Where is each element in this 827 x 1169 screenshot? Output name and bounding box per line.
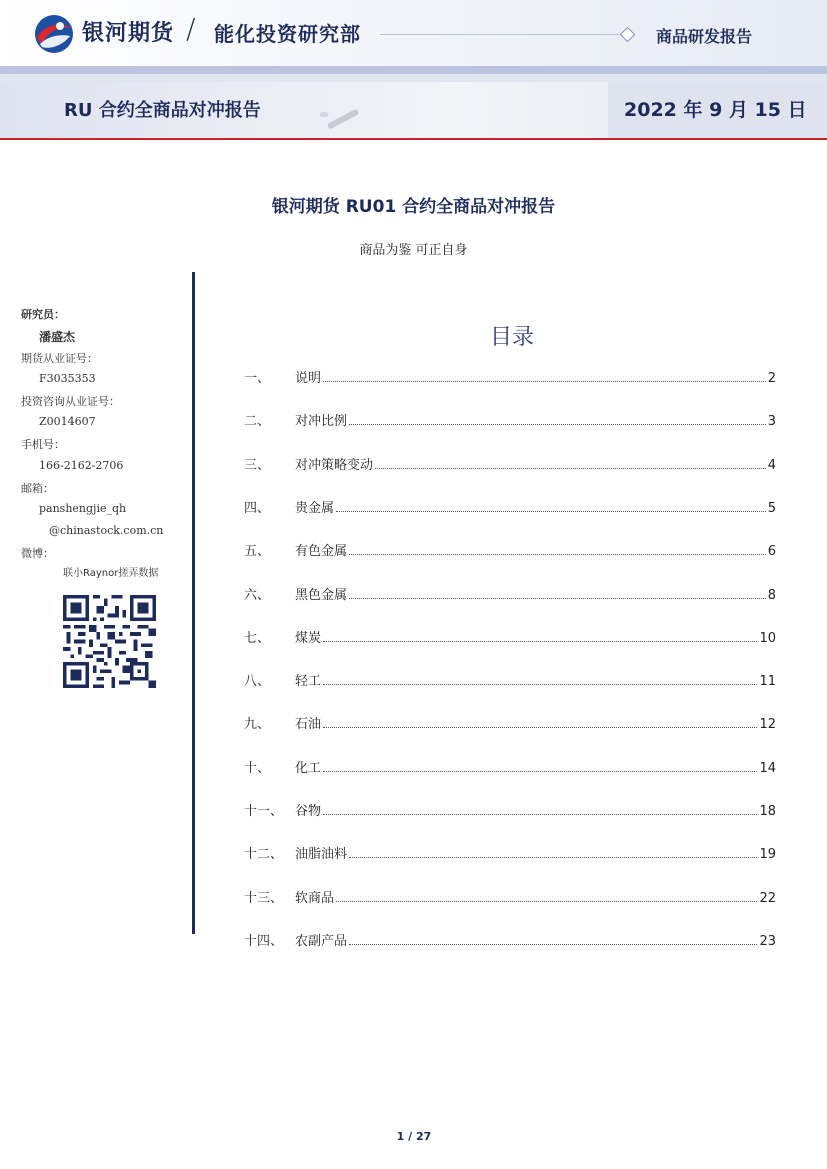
weibo-handle: 联小Raynor搓弄数据 — [63, 568, 159, 579]
toc-leader-dots — [349, 944, 757, 945]
toc-entry[interactable] — [244, 409, 776, 429]
sidebar-divider — [192, 272, 195, 934]
department-name: 能化投资研究部 — [214, 22, 361, 46]
toc-entry-number: 十三、 — [244, 890, 284, 906]
toc-entry-label: 煤炭 — [295, 630, 322, 646]
toc-leader-dots — [336, 511, 766, 512]
toc-leader-dots — [349, 554, 766, 555]
email-line-2: @chinastock.com.cn — [49, 524, 164, 537]
toc-entry-page: 8 — [767, 587, 776, 603]
toc-entry-number: 一、 — [244, 371, 271, 386]
toc-entry-number: 三、 — [244, 457, 271, 473]
toc-entry[interactable] — [244, 453, 776, 473]
toc-entry-page: 23 — [759, 933, 776, 949]
email-label: 邮箱： — [21, 482, 54, 495]
toc-entry-page: 11 — [759, 674, 776, 690]
document-title: 银河期货 RU01 合约全商品对冲报告 — [271, 197, 556, 217]
toc-entry-page: 12 — [759, 717, 776, 733]
toc-entry-label: 软商品 — [295, 890, 335, 906]
email-line-1: panshengjie_qh — [39, 502, 127, 515]
invest-cert-number: Z0014607 — [39, 415, 96, 428]
document-motto: 商品为鉴 可正自身 — [359, 243, 468, 258]
toc-leader-dots — [323, 727, 757, 728]
toc-entry-number: 十四、 — [244, 933, 284, 949]
toc-leader-dots — [323, 771, 757, 772]
toc-title: 目录 — [490, 325, 535, 350]
phone-label: 手机号： — [21, 438, 65, 451]
phone-number: 166-2162-2706 — [39, 459, 124, 472]
toc-entry[interactable] — [244, 626, 776, 646]
toc-leader-dots — [323, 641, 757, 642]
invest-cert-label: 投资咨询从业证号： — [21, 395, 120, 408]
toc-entry[interactable] — [244, 842, 776, 862]
toc-entry-label: 对冲策略变动 — [295, 457, 374, 473]
toc-entry-number: 八、 — [244, 674, 271, 690]
toc-entry-page: 3 — [767, 414, 776, 430]
toc-entry-number: 五、 — [244, 544, 271, 560]
page-header — [0, 0, 827, 68]
pen-cap-graphic — [320, 112, 328, 117]
toc-entry-number: 四、 — [244, 500, 271, 516]
toc-entry-page: 14 — [759, 760, 776, 776]
toc-entry-label: 农副产品 — [295, 933, 348, 949]
page-number: 1 / 27 — [396, 1130, 432, 1143]
toc-entry-label: 黑色金属 — [295, 587, 348, 603]
diamond-icon — [620, 27, 636, 43]
toc-entry[interactable] — [244, 756, 776, 776]
toc-leader-dots — [323, 814, 757, 815]
toc-entry-number: 六、 — [244, 587, 271, 603]
researcher-name: 潘盛杰 — [39, 330, 76, 344]
toc-entry[interactable] — [244, 712, 776, 732]
toc-leader-dots — [349, 424, 766, 425]
report-subtitle: RU 合约全商品对冲报告 — [64, 100, 261, 121]
toc-entry[interactable] — [244, 496, 776, 516]
report-type: 商品研发报告 — [656, 27, 753, 46]
toc-entry-page: 19 — [759, 847, 776, 863]
toc-entry-page: 5 — [767, 500, 776, 516]
toc-entry[interactable] — [244, 886, 776, 906]
toc-entry-page: 10 — [759, 630, 776, 646]
toc-leader-dots — [375, 468, 766, 469]
toc-leader-dots — [349, 598, 766, 599]
toc-entry-label: 贵金属 — [295, 500, 335, 516]
toc-entry-label: 油脂油料 — [295, 847, 348, 863]
futures-cert-label: 期货从业证号： — [21, 352, 98, 365]
toc-entry-label: 谷物 — [295, 804, 322, 819]
toc-entry-page: 22 — [759, 890, 776, 906]
toc-entry-number: 七、 — [244, 630, 271, 646]
toc-leader-dots — [323, 381, 766, 382]
toc-entry-label: 化工 — [295, 760, 322, 776]
toc-entry-number: 十一、 — [244, 804, 284, 819]
toc-leader-dots — [323, 684, 757, 685]
toc-leader-dots — [349, 857, 757, 858]
toc-entry[interactable] — [244, 366, 776, 386]
header-band-light — [0, 74, 827, 82]
toc-leader-dots — [336, 901, 757, 902]
futures-cert-number: F3035353 — [39, 372, 96, 385]
galaxy-futures-logo — [34, 14, 74, 54]
header-divider-slash: / — [186, 12, 196, 45]
toc-entry-label: 说明 — [295, 371, 322, 386]
report-date: 2022 年 9 月 15 日 — [624, 99, 807, 121]
header-red-rule — [0, 138, 827, 140]
weibo-label: 微博： — [21, 547, 54, 560]
toc-entry-number: 十二、 — [244, 847, 284, 863]
toc-entry-number: 二、 — [244, 414, 271, 430]
toc-entry-number: 九、 — [244, 717, 271, 733]
toc-entry[interactable] — [244, 669, 776, 689]
toc-entry[interactable] — [244, 583, 776, 603]
toc-entry[interactable] — [244, 539, 776, 559]
toc-entry-page: 6 — [767, 544, 776, 560]
toc-entry-label: 石油 — [295, 717, 322, 733]
toc-entry[interactable] — [244, 799, 776, 819]
toc-entry[interactable] — [244, 929, 776, 949]
researcher-label: 研究员： — [21, 308, 65, 321]
qr-code — [62, 595, 157, 688]
toc-entry-label: 轻工 — [295, 674, 322, 690]
toc-entry-number: 十、 — [244, 760, 271, 776]
brand-name: 银河期货 — [82, 21, 175, 46]
header-rule — [380, 34, 620, 35]
toc-entry-label: 有色金属 — [295, 544, 348, 560]
toc-entry-page: 2 — [767, 371, 776, 386]
toc-entry-page: 18 — [759, 804, 776, 819]
toc-entry-label: 对冲比例 — [295, 414, 348, 430]
toc-entry-page: 4 — [767, 457, 776, 473]
header-band-dark — [0, 66, 827, 74]
